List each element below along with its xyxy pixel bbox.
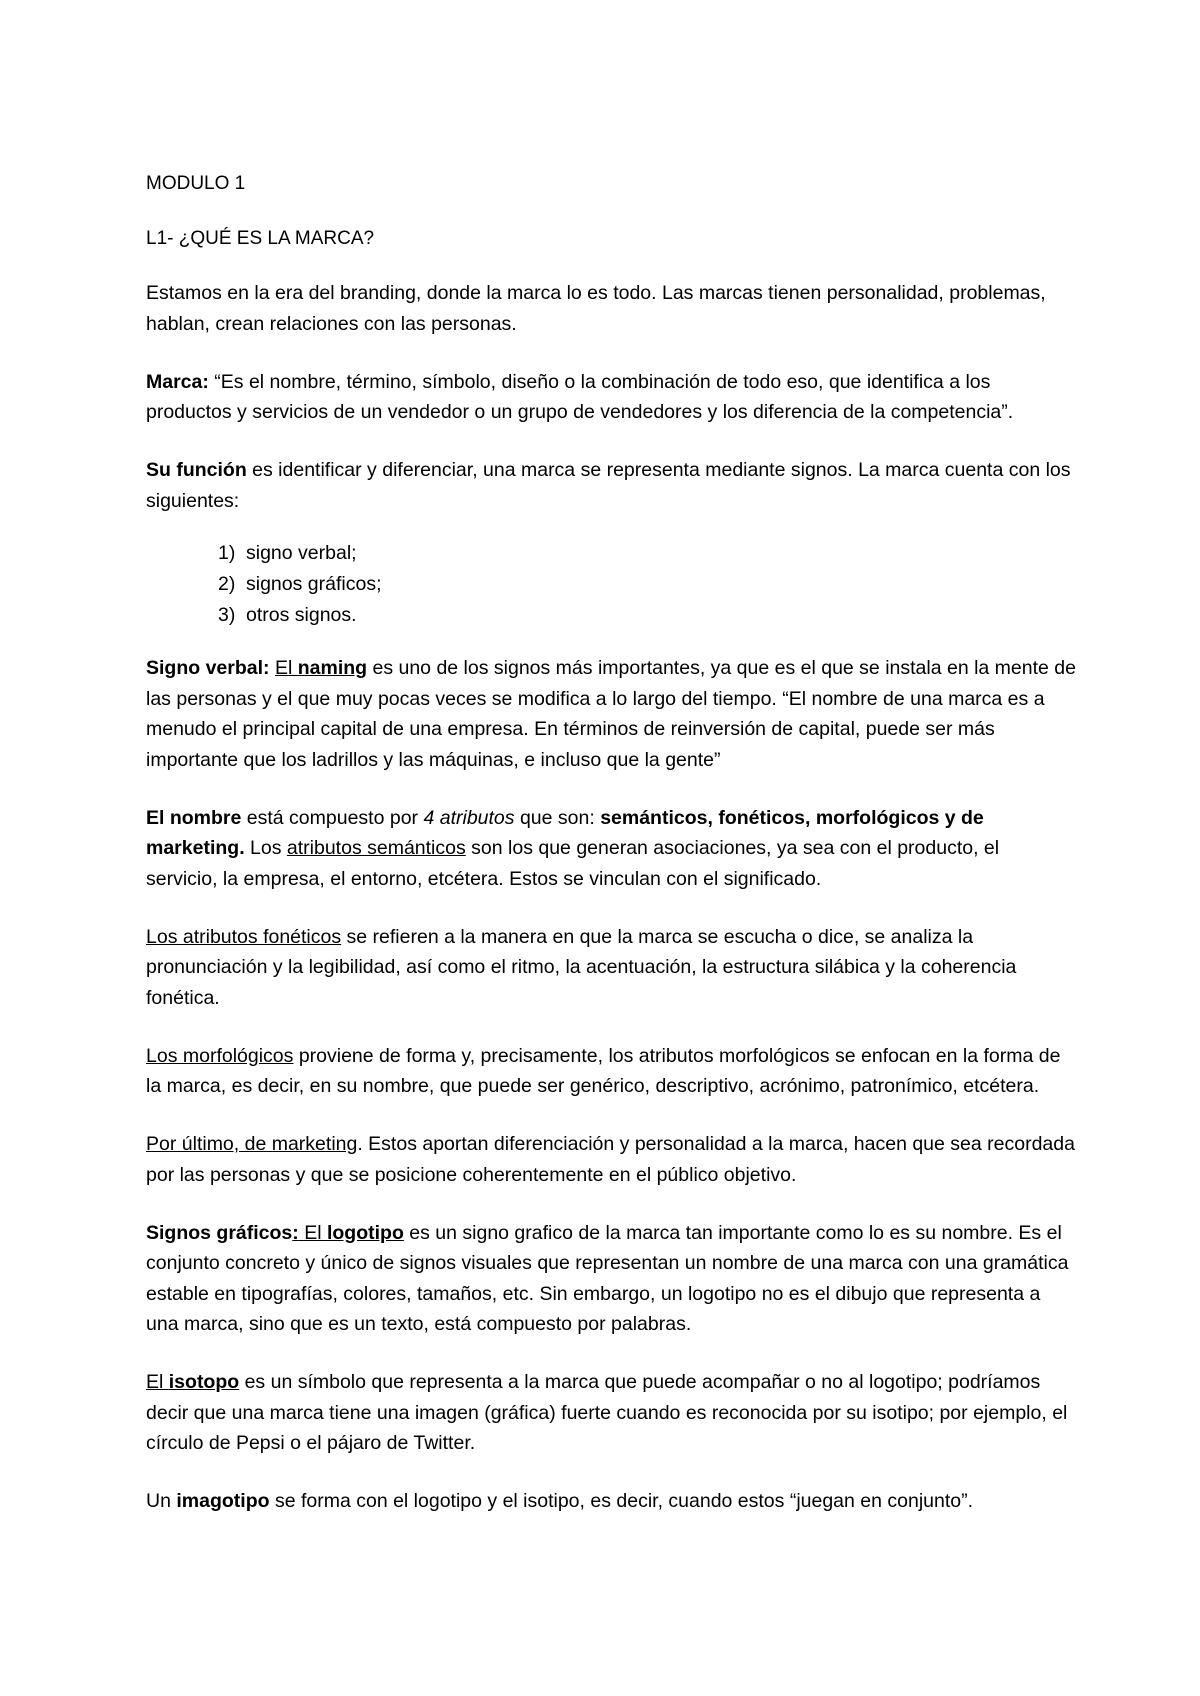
lesson-title: L1- ¿QUÉ ES LA MARCA? [146, 227, 375, 249]
underlined-atributos-semanticos: atributos semánticos [286, 837, 466, 859]
list-item [146, 538, 1076, 569]
signo-verbal-text: es uno de los signos más importantes, ya que es el que se instala en la mente de las personas y el que muy pocas veces se modifica a lo largo del tiempo. “El nombre de una marca es a menudo el principal capital de una empresa. En términos de reinversión de capital, puede ser más importante que los ladrillos y las máquinas, e incluso que la gente” [146, 657, 1076, 771]
term-logotipo: logotipo [326, 1221, 404, 1244]
el-nombre-text-4: son los que generan asociaciones, ya sea con el producto, el servicio, la empresa, el entorno, etcétera. Estos se vinculan con el significado. [146, 837, 1000, 890]
italic-4-atributos: 4 atributos [423, 806, 515, 829]
term-signo-verbal: Signo verbal: [146, 657, 270, 679]
paragraph-morfologicos [146, 1041, 1076, 1102]
list-item [146, 569, 1076, 600]
underlined-atributos-foneticos: Los atributos fonéticos [146, 925, 342, 948]
list-number: 3) [218, 604, 236, 626]
paragraph-intro: Estamos en la era del branding, donde la marca lo es todo. Las marcas tienen personalidad, problemas, hablan, crean relaciones con las personas. [146, 282, 1046, 335]
underlined-el: El [274, 657, 298, 679]
underlined-el-logotipo [292, 1222, 404, 1244]
term-imagotipo: imagotipo [176, 1490, 270, 1512]
paragraph-marca-definition [146, 367, 1076, 428]
term-su-funcion: Su función [146, 459, 247, 481]
underlined-el: El [146, 1371, 169, 1393]
list-number: 1) [218, 542, 236, 564]
marketing-text: . Estos aportan diferenciación y personalidad a la marca, hacen que sea recordada por las personas y que se posicione coherentemente en el público objetivo. [146, 1133, 1075, 1186]
paragraph-signo-verbal [146, 653, 1076, 775]
document-body [146, 169, 1076, 1544]
el-nombre-text-3: Los [244, 837, 287, 859]
foneticos-text: se refieren a la manera en que la marca se escucha o dice, se analiza la pronunciación y la legibilidad, así como el ritmo, la acentuación, la estructura silábica y la coherencia fonética. [146, 925, 1017, 1009]
paragraph-foneticos [146, 922, 1076, 1014]
underlined-el-naming [275, 657, 367, 679]
term-atributos-list: semánticos, fonéticos, morfológicos y de marketing. [146, 806, 984, 859]
term-naming: naming [297, 657, 368, 679]
paragraph-isotopo [146, 1367, 1076, 1459]
imagotipo-lead: Un [146, 1490, 177, 1512]
term-isotopo: isotopo [168, 1371, 240, 1393]
signos-list [146, 538, 1076, 631]
term-el-nombre: El nombre [146, 806, 242, 829]
underlined-el: El [298, 1221, 327, 1244]
imagotipo-text: se forma con el logotipo y el isotipo, es decir, cuando estos “juegan en conjunto”. [269, 1490, 974, 1512]
paragraph-imagotipo [146, 1486, 1076, 1517]
el-nombre-text-2: que son: [514, 806, 601, 829]
term-signos-graficos: Signos gráficos [146, 1221, 293, 1244]
module-heading: MODULO 1 [146, 173, 246, 194]
list-text: signos gráficos; [246, 573, 382, 595]
underlined-marketing: Por último, de marketing [146, 1133, 358, 1155]
list-text: otros signos. [246, 604, 357, 626]
el-nombre-text-1: está compuesto por [241, 806, 424, 829]
list-item [146, 600, 1076, 631]
morfologicos-text: proviene de forma y, precisamente, los atributos morfológicos se enfocan en la forma de la marca, es decir, en su nombre, que puede ser genérico, descriptivo, acrónimo, patronímico, etcétera. [146, 1044, 1061, 1097]
list-text: signo verbal; [246, 542, 357, 564]
list-number: 2) [218, 573, 236, 595]
underlined-colon: : [292, 1221, 299, 1244]
underlined-el-isotopo [146, 1371, 239, 1393]
funcion-text: es identificar y diferenciar, una marca se representa mediante signos. La marca cuenta con los siguientes: [146, 459, 1071, 512]
isotopo-text: es un símbolo que representa a la marca que puede acompañar o no al logotipo; podríamos decir que una marca tiene una imagen (gráfica) fuerte cuando es reconocida por su isotipo; por ejemplo, el círculo de Pepsi o el pájaro de Twitter. [146, 1371, 1068, 1454]
paragraph-el-nombre [146, 803, 1076, 895]
marca-definition-text: “Es el nombre, término, símbolo, diseño o la combinación de todo eso, que identifica a los productos y servicios de un vendedor o un grupo de vendedores y los diferencia de la competencia”. [146, 370, 1014, 423]
underlined-morfologicos: Los morfológicos [146, 1044, 294, 1067]
paragraph-funcion [146, 455, 1076, 516]
paragraph-signos-graficos [146, 1218, 1076, 1340]
term-marca: Marca: [146, 370, 209, 393]
signos-graficos-text: es un signo grafico de la marca tan importante como lo es su nombre. Es el conjunto concreto y único de signos visuales que representan un nombre de una marca con una gramática estable en tipografías, colores, tamaños, etc. Sin embargo, un logotipo no es el dibujo que representa a una marca, sino que es un texto, está compuesto por palabras. [146, 1221, 1069, 1335]
paragraph-marketing [146, 1129, 1076, 1190]
